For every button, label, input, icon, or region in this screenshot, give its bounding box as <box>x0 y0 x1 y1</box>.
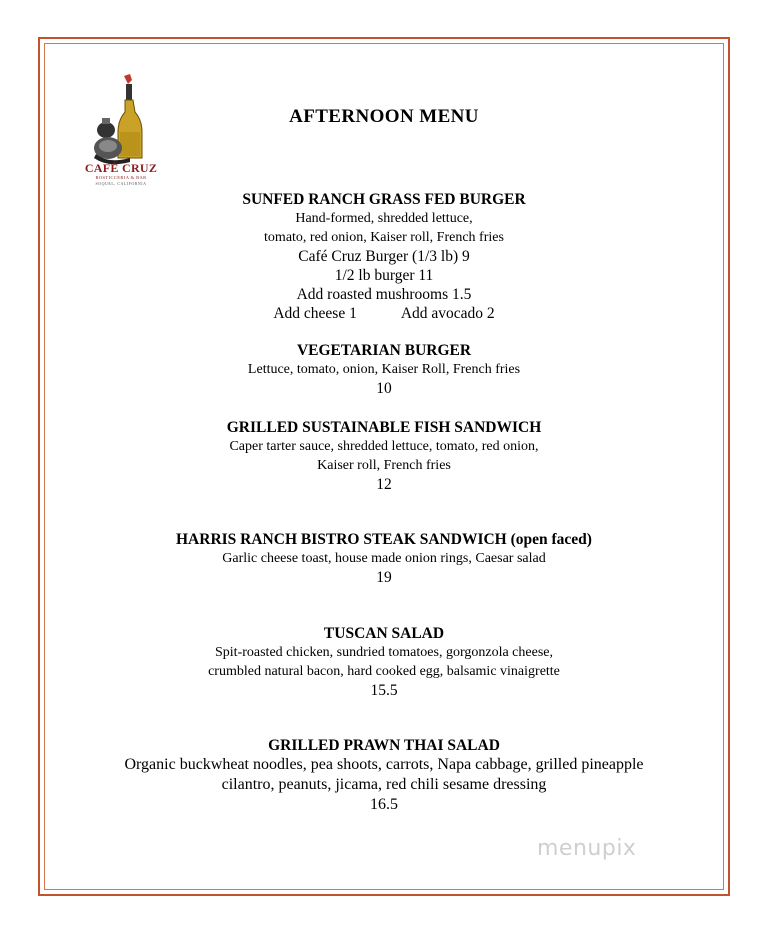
section-description: Hand-formed, shredded lettuce, <box>295 211 473 226</box>
section-title: GRILLED PRAWN THAI SALAD <box>268 737 500 754</box>
section-title-note: (open faced) <box>510 531 592 548</box>
logo-subtitle: ROSTICCERIA & BAR <box>95 175 147 180</box>
section-description: Kaiser roll, French fries <box>317 458 451 473</box>
addon-row <box>0 304 768 323</box>
addon-line: Add roasted mushrooms 1.5 <box>296 286 472 303</box>
price-line: Café Cruz Burger (1/3 lb) 9 <box>298 248 470 265</box>
section-description: Organic buckwheat noodles, pea shoots, carrots, Napa cabbage, grilled pineapple <box>124 756 644 773</box>
section-description: cilantro, peanuts, jicama, red chili sesame dressing <box>221 776 547 793</box>
section-description: Lettuce, tomato, onion, Kaiser Roll, French fries <box>247 362 521 377</box>
bottle-pourer-icon <box>124 74 132 84</box>
section-title <box>0 530 768 549</box>
price: 10 <box>376 380 392 397</box>
menu-section-burger <box>0 190 768 323</box>
logo-caption <box>82 162 160 186</box>
section-description: crumbled natural bacon, hard cooked egg, balsamic vinaigrette <box>208 664 560 679</box>
menu-section-tuscan <box>0 624 768 700</box>
watermark: menupix <box>537 836 637 861</box>
menu-section-vegetarian <box>0 341 768 398</box>
logo-location: SOQUEL, CALIFORNIA <box>95 181 147 186</box>
price: 12 <box>376 476 392 493</box>
section-title: GRILLED SUSTAINABLE FISH SANDWICH <box>226 419 542 436</box>
section-title: VEGETARIAN BURGER <box>296 342 472 359</box>
section-description: tomato, red onion, Kaiser roll, French fries <box>264 230 504 245</box>
menu-title: AFTERNOON MENU <box>289 106 479 127</box>
price-line: 1/2 lb burger 11 <box>334 267 434 284</box>
price: 15.5 <box>370 682 398 699</box>
price: 16.5 <box>370 796 398 813</box>
addon-cheese: Add cheese 1 <box>273 305 357 322</box>
logo-name: CAFÉ CRUZ <box>84 161 158 175</box>
menu-section-fish <box>0 418 768 494</box>
menu-section-steak <box>0 530 768 587</box>
menu-section-prawn <box>0 736 768 815</box>
price: 19 <box>376 569 392 586</box>
section-description: Caper tarter sauce, shredded lettuce, tomato, red onion, <box>229 439 539 454</box>
section-title-text: HARRIS RANCH BISTRO STEAK SANDWICH <box>176 531 507 548</box>
section-description: Spit-roasted chicken, sundried tomatoes, gorgonzola cheese, <box>215 645 553 660</box>
section-title: TUSCAN SALAD <box>323 625 445 642</box>
section-title: SUNFED RANCH GRASS FED BURGER <box>242 191 526 208</box>
section-description: Garlic cheese toast, house made onion rings, Caesar salad <box>222 551 546 566</box>
addon-avocado: Add avocado 2 <box>400 305 495 322</box>
